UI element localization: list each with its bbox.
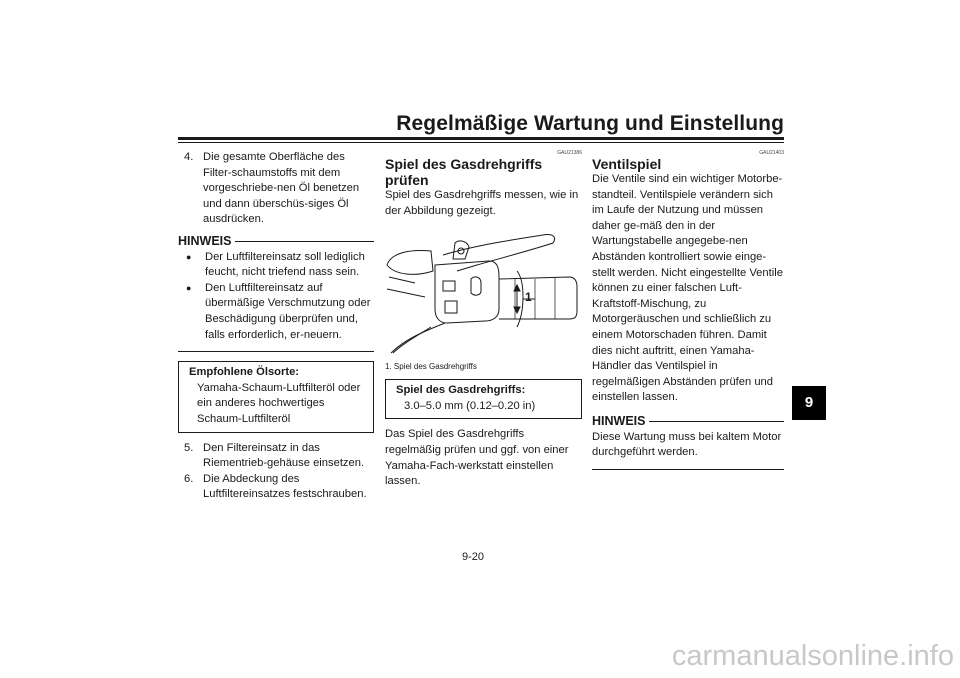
- step-text: Die Abdeckung des Luftfiltereinsatzes festschrauben.: [203, 472, 367, 501]
- page-title: Regelmäßige Wartung und Einstellung: [396, 112, 784, 135]
- note-bullet-text: Der Luftfiltereinsatz soll lediglich feucht, nicht triefend nass sein.: [205, 250, 365, 279]
- throttle-figure: [385, 231, 582, 355]
- column-middle: [385, 150, 582, 490]
- column-right: [592, 150, 784, 470]
- watermark: carmanualsonline.info: [671, 640, 954, 672]
- throttle-spec-box: [385, 379, 582, 419]
- section-heading: Spiel des Gasdrehgriffs prüfen: [385, 156, 543, 188]
- reservoir-shape: [387, 251, 433, 275]
- bullet-icon: ●: [186, 282, 192, 293]
- step-number: 6.: [184, 472, 194, 485]
- box-value: 3.0–5.0 mm (0.12–0.20 in): [404, 399, 536, 412]
- chapter-tab: 9: [792, 386, 826, 420]
- section-paragraph: Das Spiel des Gasdrehgriffs regelmäßig prüfen und ggf. von einer Yamaha-Fach-werkstatt einstellen lassen.: [385, 428, 569, 488]
- hinweis-label: HINWEIS: [178, 233, 232, 248]
- box-title: Spiel des Gasdrehgriffs:: [396, 384, 526, 397]
- figure-caption: 1. Spiel des Gasdrehgriffs: [385, 362, 477, 372]
- hinweis-end-rule: [592, 469, 784, 470]
- column-left: [178, 150, 374, 503]
- step-5: [178, 441, 374, 472]
- note-bullet-text: Den Luftfiltereinsatz auf übermäßige Verschmutzung oder Beschädigung überprüfen und, falls erforderlich, er-neuern.: [205, 281, 371, 341]
- hinweis-text: Diese Wartung muss bei kaltem Motor durchgeführt werden.: [592, 430, 782, 459]
- brake-lever: [443, 235, 555, 272]
- page-number: 9-20: [462, 551, 485, 563]
- hinweis-rule: [649, 421, 784, 422]
- step-number: 5.: [184, 441, 194, 454]
- hinweis-heading: [592, 414, 784, 430]
- oil-spec-box: [178, 361, 374, 432]
- switch-housing: [435, 261, 499, 323]
- step-6: [178, 472, 374, 503]
- box-value: Yamaha-Schaum-Luftfilteröl oder ein anderes hochwertiges Schaum-Luftfilteröl: [197, 381, 361, 425]
- step-4: [178, 150, 374, 228]
- step-text: Den Filtereinsatz in das Riementrieb-gehäuse einsetzen.: [203, 441, 365, 470]
- box-title: Empfohlene Ölsorte:: [189, 366, 300, 379]
- figure-callout: 1: [525, 290, 532, 305]
- section-heading: Ventilspiel: [592, 156, 662, 172]
- section-code: GAU21386: [557, 150, 582, 156]
- step-number: 4.: [184, 151, 194, 163]
- hinweis-label: HINWEIS: [592, 413, 646, 428]
- throttle-grip: [499, 277, 577, 319]
- note-bullet: [178, 250, 374, 281]
- note-bullet: [178, 281, 374, 343]
- hinweis-heading: [178, 234, 374, 250]
- header-rule: [178, 137, 784, 140]
- header-rule-thin: [178, 142, 784, 143]
- step-text: Die gesamte Oberfläche des Filter-schaumstoffs mit dem vorgeschriebe-nen Öl benetzen und dann überschüs-siges Öl ausdrücken.: [203, 151, 360, 226]
- section-intro: Spiel des Gasdrehgriffs messen, wie in der Abbildung gezeigt.: [385, 189, 579, 217]
- bullet-icon: ●: [186, 251, 192, 262]
- hinweis-rule: [235, 241, 374, 242]
- section-paragraph: Die Ventile sind ein wichtiger Motorbe-standteil. Ventilspiele verändern sich im Laufe der Nutzung und müssen daher ge-mäß den in der Wartungstabelle angegebe-nen Abständen kontrolliert sowie einge-stellt werden. Nicht eingestellte Ventile können zu einer falschen Luft-Kraftstoff-Mischung, zu Motorgeräuschen und schließlich zu einem Motorschaden führen. Damit dies nicht auftritt, einen Yamaha-Händler das Ventilspiel in regelmäßigen Abständen prüfen und einstellen lassen.: [592, 173, 783, 404]
- section-code: GAU21403: [759, 150, 784, 156]
- hinweis-end-rule: [178, 351, 374, 352]
